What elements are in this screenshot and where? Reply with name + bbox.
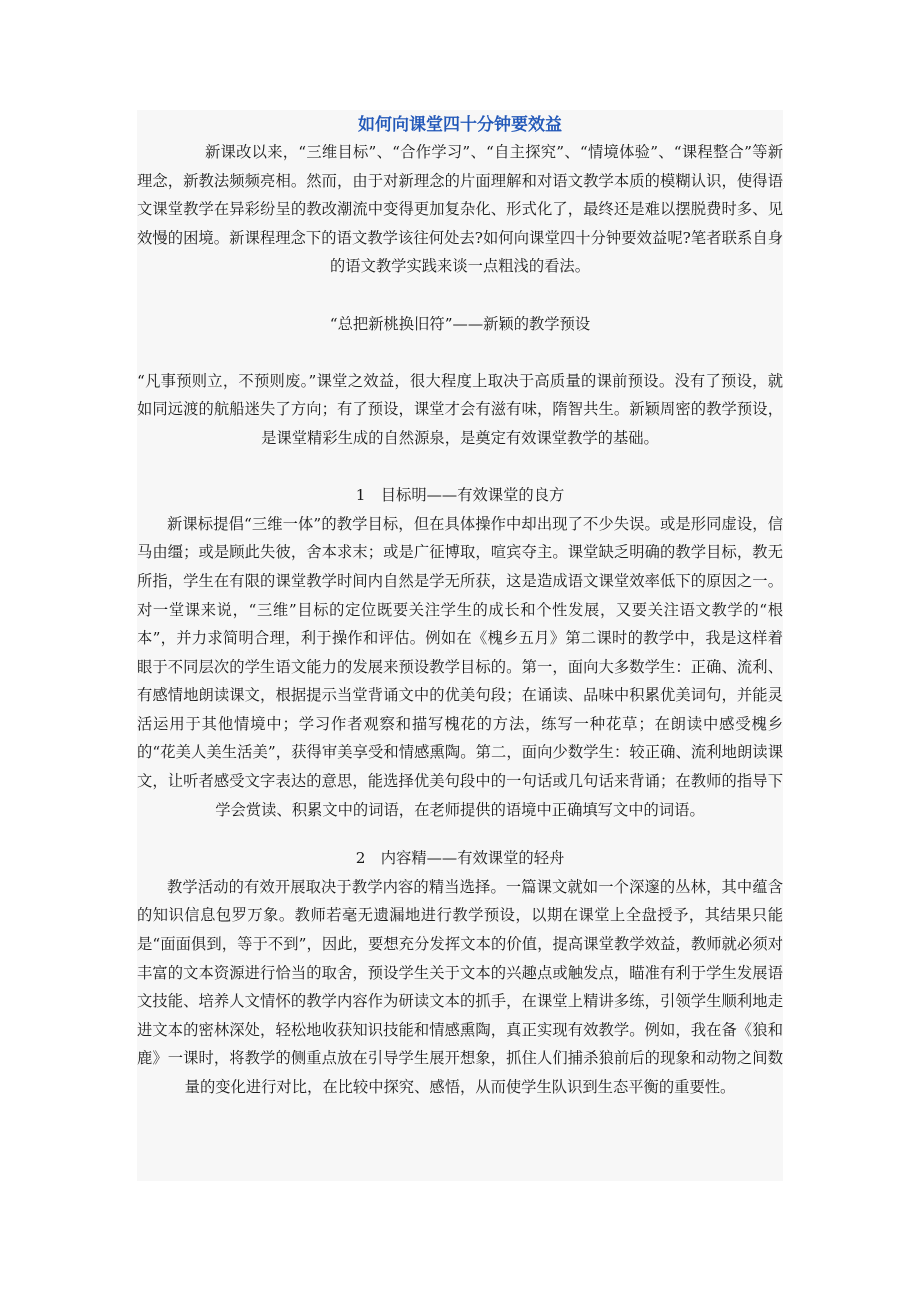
section-intro-paragraph: “凡事预则立，不预则废。”课堂之效益，很大程度上取决于高质量的课前预设。没有了预设，就如同远渡的航船迷失了方向；有了预设，课堂才会有滋有味，隋智共生。新颖周密的教学预设，是课堂精彩生成的自然源泉，是奠定有效课堂教学的基础。 [137, 371, 783, 447]
article [137, 110, 783, 1181]
article-title: 如何向课堂四十分钟要效益 [358, 115, 562, 135]
spacer [137, 281, 783, 310]
subsection-1-heading: 1 目标明——有效课堂的良方 [355, 486, 565, 505]
subsection-1-paragraph: 新课标提倡“三维一体”的教学目标，但在具体操作中却出现了不少失误。或是形同虚设，信马由缰；或是顾此失彼，舍本求末；或是广征博取，喧宾夺主。课堂缺乏明确的教学目标，教无所指，学生在有限的课堂教学时间内自然是学无所获，这是造成语文课堂效率低下的原因之一。对一堂课来说，“三维”目标的定位既要关注学生的成长和个性发展，又要关注语文教学的“根本”，并力求简明合理，利于操作和评估。例如在《槐乡五月》第二课时的教学中，我是这样着眼于不同层次的学生语文能力的发展来预设教学目标的。第一，面向大多数学生：正确、流利、有感情地朗读课文，根据提示当堂背诵文中的优美句段；在诵读、品味中积累优美词句，并能灵活运用于其他情境中；学习作者观察和描写槐花的方法，练写一种花草；在朗读中感受槐乡的“花美人美生活美”，获得审美享受和情感熏陶。第二，面向少数学生：较正确、流利地朗读课文，让听者感受文字表达的意思，能选择优美句段中的一句话或几句话来背诵；在教师的指导下学会赏读、积累文中的词语，在老师提供的语境中正确填写文中的词语。 [137, 514, 783, 819]
subsection-2-heading: 2 内容精——有效课堂的轻舟 [355, 849, 565, 868]
spacer [137, 338, 783, 367]
section-heading: “总把新桃换旧符”——新颖的教学预设 [329, 314, 591, 333]
subsection-2-paragraph: 教学活动的有效开展取决于教学内容的精当选择。一篇课文就如一个深邃的丛林，其中蕴含的知识信息包罗万象。教师若毫无遗漏地进行教学预设，以期在课堂上全盘授予，其结果只能是“面面俱到，等于不到”，因此，要想充分发挥文本的价值，提高课堂教学效益，教师就必须对丰富的文本资源进行恰当的取舍，预设学生关于文本的兴趣点或触发点，瞄准有利于学生发展语文技能、培养人文情怀的教学内容作为研读文本的抓手，在课堂上精讲多练，引领学生顺利地走进文本的密林深处，轻松地收获知识技能和情感熏陶，真正实现有效教学。例如，我在备《狼和鹿》一课时，将教学的侧重点放在引导学生展开想象，抓住人们捕杀狼前后的现象和动物之间数量的变化进行对比，在比较中探究、感悟，从而使学生队识到生态平衡的重要性。 [137, 877, 783, 1096]
spacer [137, 453, 783, 482]
spacer [137, 824, 783, 844]
intro-paragraph: 新课改以来，“三维目标”、“合作学习”、“自主探究”、“情境体验”、“课程整合”等新理念，新教法频频亮相。然而，由于对新理念的片面理解和对语文教学本质的模糊认识，使得语文课堂教学在异彩纷呈的教改潮流中变得更加复杂化、形式化了，最终还是难以摆脱费时多、见效慢的困境。新课程理念下的语文教学该往何处去?如何向课堂四十分钟要效益呢?笔者联系自身的语文教学实践来谈一点粗浅的看法。 [137, 143, 783, 276]
